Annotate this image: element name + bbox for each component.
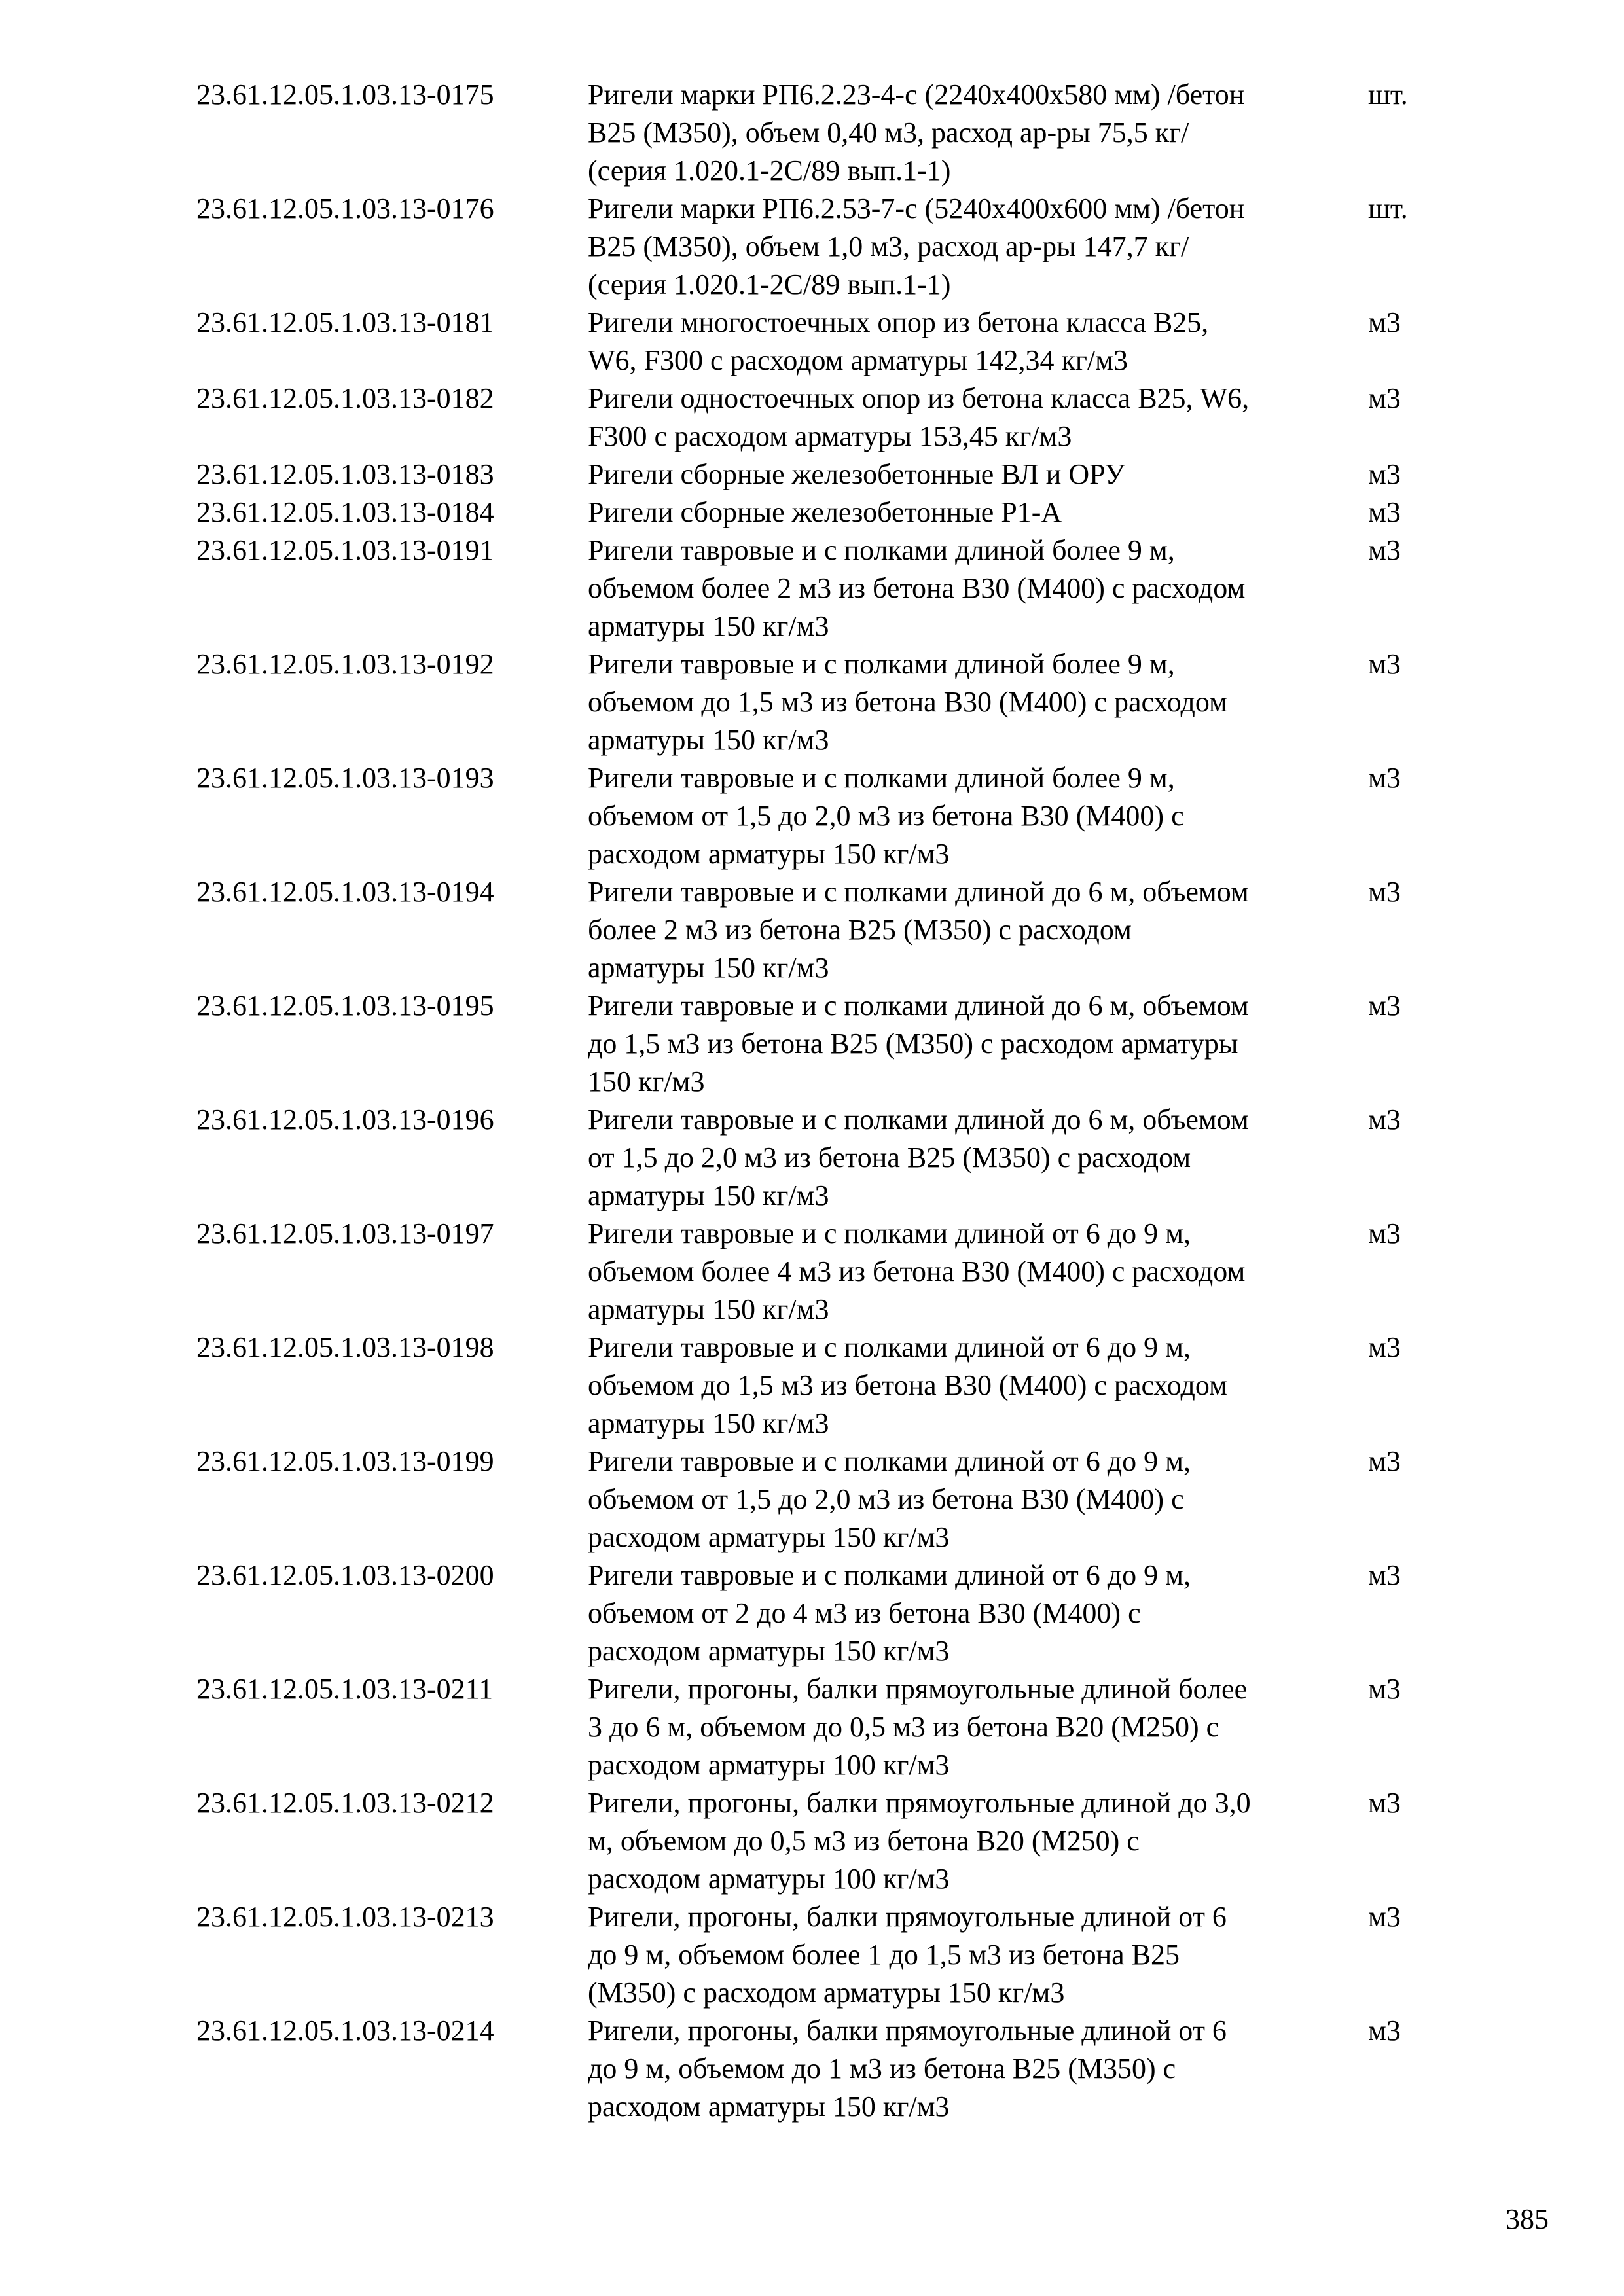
resource-code: 23.61.12.05.1.03.13-0194 (196, 876, 494, 908)
resource-description: Ригели сборные железобетонные Р1-А (588, 496, 1062, 528)
measure-unit: м3 (1368, 648, 1401, 680)
resource-code: 23.61.12.05.1.03.13-0175 (196, 79, 494, 111)
measure-unit: м3 (1368, 1103, 1401, 1136)
measure-unit: м3 (1368, 1673, 1401, 1705)
resource-description: Ригели тавровые и с полками длиной до 6 м, объемом более 2 м3 из бетона В25 (М350) с расходом арматуры 150 кг/м3 (588, 876, 1249, 984)
table-row (196, 1101, 1440, 1215)
catalog-table (196, 76, 1440, 2126)
measure-unit: м3 (1368, 306, 1401, 338)
resource-description: Ригели одностоечных опор из бетона класса В25, W6, F300 с расходом арматуры 153,45 кг/м3 (588, 382, 1250, 452)
resource-description: Ригели, прогоны, балки прямоугольные длиной более 3 до 6 м, объемом до 0,5 м3 из бетона В20 (М250) с расходом арматуры 100 кг/м3 (588, 1673, 1248, 1781)
resource-description: Ригели тавровые и с полками длиной до 6 м, объемом от 1,5 до 2,0 м3 из бетона В25 (М350) с расходом арматуры 150 кг/м3 (588, 1103, 1249, 1211)
measure-unit: м3 (1368, 534, 1401, 566)
table-row (196, 76, 1440, 190)
table-row (196, 1898, 1440, 2012)
resource-description: Ригели, прогоны, балки прямоугольные длиной от 6 до 9 м, объемом более 1 до 1,5 м3 из бетона В25 (М350) с расходом арматуры 150 кг/м3 (588, 1901, 1227, 2009)
table-row (196, 987, 1440, 1101)
resource-description: Ригели тавровые и с полками длиной более 9 м, объемом от 1,5 до 2,0 м3 из бетона В30 (М400) с расходом арматуры 150 кг/м3 (588, 762, 1184, 870)
resource-code: 23.61.12.05.1.03.13-0199 (196, 1445, 494, 1477)
resource-code: 23.61.12.05.1.03.13-0211 (196, 1673, 494, 1705)
table-row (196, 1443, 1440, 1556)
table-row (196, 493, 1440, 531)
resource-code: 23.61.12.05.1.03.13-0196 (196, 1103, 494, 1136)
measure-unit: м3 (1368, 1217, 1401, 1249)
measure-unit: м3 (1368, 458, 1401, 490)
table-row (196, 759, 1440, 873)
table-row (196, 304, 1440, 380)
resource-code: 23.61.12.05.1.03.13-0198 (196, 1331, 494, 1363)
measure-unit: шт. (1368, 79, 1408, 111)
measure-unit: шт. (1368, 192, 1408, 224)
resource-description: Ригели тавровые и с полками длиной более 9 м, объемом более 2 м3 из бетона В30 (М400) с расходом арматуры 150 кг/м3 (588, 534, 1246, 642)
resource-code: 23.61.12.05.1.03.13-0181 (196, 306, 494, 338)
table-row (196, 1215, 1440, 1329)
measure-unit: м3 (1368, 1559, 1401, 1591)
measure-unit: м3 (1368, 496, 1401, 528)
table-row (196, 380, 1440, 456)
resource-description: Ригели тавровые и с полками длиной более 9 м, объемом до 1,5 м3 из бетона В30 (М400) с расходом арматуры 150 кг/м3 (588, 648, 1227, 756)
table-row (196, 190, 1440, 304)
resource-description: Ригели многостоечных опор из бетона класса В25, W6, F300 с расходом арматуры 142,34 кг/м3 (588, 306, 1209, 376)
table-row (196, 531, 1440, 645)
table-row (196, 1556, 1440, 1670)
resource-description: Ригели, прогоны, балки прямоугольные длиной до 3,0 м, объемом до 0,5 м3 из бетона В20 (М250) с расходом арматуры 100 кг/м3 (588, 1787, 1251, 1895)
resource-code: 23.61.12.05.1.03.13-0193 (196, 762, 494, 794)
resource-description: Ригели сборные железобетонные ВЛ и ОРУ (588, 458, 1125, 490)
measure-unit: м3 (1368, 382, 1401, 414)
resource-code: 23.61.12.05.1.03.13-0212 (196, 1787, 494, 1819)
resource-description: Ригели тавровые и с полками длиной от 6 до 9 м, объемом от 2 до 4 м3 из бетона В30 (М400) с расходом арматуры 150 кг/м3 (588, 1559, 1191, 1667)
resource-description: Ригели тавровые и с полками длиной до 6 м, объемом до 1,5 м3 из бетона В25 (М350) с расходом арматуры 150 кг/м3 (588, 990, 1249, 1098)
resource-code: 23.61.12.05.1.03.13-0197 (196, 1217, 494, 1249)
resource-code: 23.61.12.05.1.03.13-0176 (196, 192, 494, 224)
table-row (196, 645, 1440, 759)
resource-description: Ригели, прогоны, балки прямоугольные длиной от 6 до 9 м, объемом до 1 м3 из бетона В25 (М350) с расходом арматуры 150 кг/м3 (588, 2015, 1227, 2123)
resource-code: 23.61.12.05.1.03.13-0192 (196, 648, 494, 680)
table-row (196, 1329, 1440, 1443)
measure-unit: м3 (1368, 762, 1401, 794)
measure-unit: м3 (1368, 1331, 1401, 1363)
measure-unit: м3 (1368, 990, 1401, 1022)
table-row (196, 1670, 1440, 1784)
resource-description: Ригели марки РП6.2.23-4-с (2240х400х580 мм) /бетон В25 (М350), объем 0,40 м3, расход ар-ры 75,5 кг/ (серия 1.020.1-2С/89 вып.1-1) (588, 79, 1245, 187)
resource-code: 23.61.12.05.1.03.13-0184 (196, 496, 494, 528)
resource-code: 23.61.12.05.1.03.13-0191 (196, 534, 494, 566)
table-row (196, 873, 1440, 987)
table-row (196, 2012, 1440, 2126)
page-number: 385 (1506, 2203, 1549, 2235)
resource-description: Ригели марки РП6.2.53-7-с (5240х400х600 мм) /бетон В25 (М350), объем 1,0 м3, расход ар-ры 147,7 кг/ (серия 1.020.1-2С/89 вып.1-1) (588, 192, 1245, 300)
measure-unit: м3 (1368, 1445, 1401, 1477)
resource-code: 23.61.12.05.1.03.13-0183 (196, 458, 494, 490)
measure-unit: м3 (1368, 876, 1401, 908)
resource-description: Ригели тавровые и с полками длиной от 6 до 9 м, объемом от 1,5 до 2,0 м3 из бетона В30 (М400) с расходом арматуры 150 кг/м3 (588, 1445, 1191, 1553)
resource-code: 23.61.12.05.1.03.13-0182 (196, 382, 494, 414)
resource-code: 23.61.12.05.1.03.13-0195 (196, 990, 494, 1022)
measure-unit: м3 (1368, 1787, 1401, 1819)
resource-code: 23.61.12.05.1.03.13-0200 (196, 1559, 494, 1591)
resource-code: 23.61.12.05.1.03.13-0213 (196, 1901, 494, 1933)
resource-description: Ригели тавровые и с полками длиной от 6 до 9 м, объемом до 1,5 м3 из бетона В30 (М400) с расходом арматуры 150 кг/м3 (588, 1331, 1227, 1439)
resource-code: 23.61.12.05.1.03.13-0214 (196, 2015, 494, 2047)
table-row (196, 456, 1440, 493)
resource-description: Ригели тавровые и с полками длиной от 6 до 9 м, объемом более 4 м3 из бетона В30 (М400) с расходом арматуры 150 кг/м3 (588, 1217, 1246, 1325)
table-row (196, 1784, 1440, 1898)
measure-unit: м3 (1368, 2015, 1401, 2047)
measure-unit: м3 (1368, 1901, 1401, 1933)
